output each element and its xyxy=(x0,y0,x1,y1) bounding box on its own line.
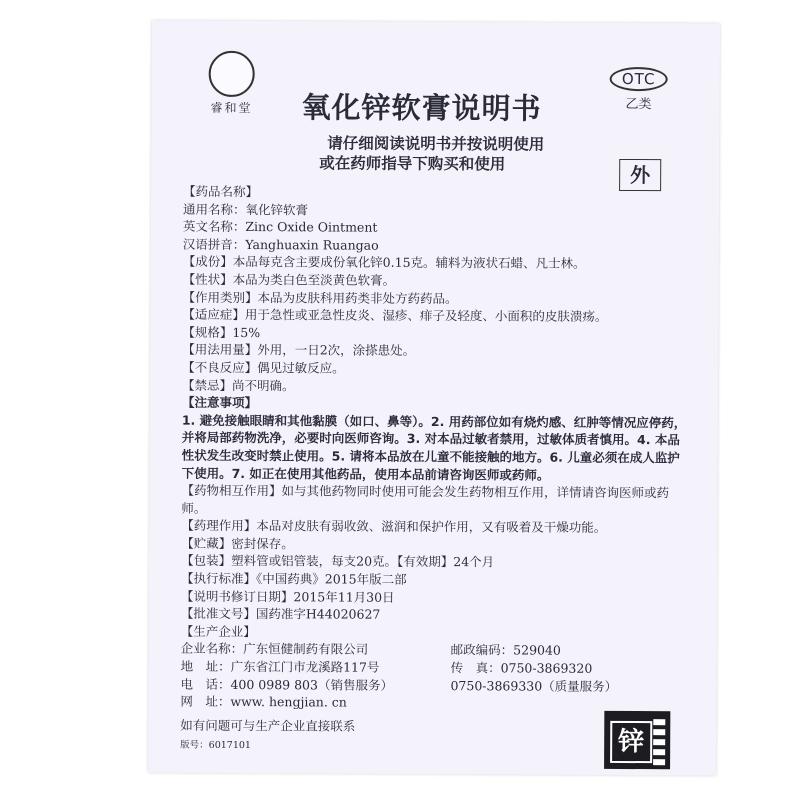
stripe-bars-icon xyxy=(653,719,665,769)
otc-badge xyxy=(607,67,671,112)
section-adverse-reactions: 【不良反应】偶见过敏反应。 xyxy=(182,359,345,376)
phone-sales: 电 话：400 0989 803（销售服务） xyxy=(180,676,394,693)
section-category: 【作用类别】本品为皮肤科用药类非处方药药品。 xyxy=(182,289,458,306)
pinyin-name: 汉语拼音：Yanghuaxin Ruangao xyxy=(182,236,379,253)
section-storage: 【贮藏】密封保存。 xyxy=(181,535,294,552)
address: 地 址：广东省江门市龙溪路117号 xyxy=(180,658,380,675)
leaflet-sheet xyxy=(148,21,720,776)
section-package: 【包装】塑料管或铝管装，每支20克。【有效期】24个月 xyxy=(181,553,495,570)
contact-note: 如有问题可与生产企业直接联系 xyxy=(180,717,356,734)
precautions-text: 1. 避免接触眼睛和其他黏膜（如口、鼻等）。2. 用药部位如有烧灼感、红肿等情况应停药，并将局部药物洗净，必要时向医师咨询。3. 对本品过敏者禁用，过敏体质者慎用。4. 本品性状发生改变时禁止使用。5. 请将本品放在儿童不能接触的地方。6. 儿童必须在成人监护下使用。7. 如正在使用其他药品，使用本品前请咨询医师或药师。 xyxy=(181,412,687,483)
english-name: 英文名称：Zinc Oxide Ointment xyxy=(182,218,378,235)
company-name: 企业名称：广东恒健制药有限公司 xyxy=(180,641,369,658)
section-revision-date: 【说明书修订日期】2015年11月30日 xyxy=(180,588,395,605)
section-dosage: 【用法用量】外用，一日2次，涂搽患处。 xyxy=(182,342,416,359)
external-use-mark: 外 xyxy=(619,159,661,191)
otc-class: 乙类 xyxy=(625,96,652,113)
website: 网 址：www. hengjian. cn xyxy=(180,693,347,710)
postcode: 邮政编码：529040 xyxy=(450,642,561,659)
section-specification: 【规格】15% xyxy=(182,324,261,340)
section-ingredients: 【成份】本品每克含主要成份氧化锌0.15克。辅料为液状石蜡、凡士林。 xyxy=(182,254,586,272)
instruction-line-1: 请仔细阅读说明书并按说明使用 xyxy=(327,134,545,154)
section-precautions-heading: 【注意事项】 xyxy=(181,394,258,411)
instruction-line-2: 或在药师指导下购买和使用 xyxy=(319,154,506,174)
section-standard: 【执行标准】《中国药典》2015年版二部 xyxy=(181,570,407,587)
section-approval-number: 【批准文号】国药准字H44020627 xyxy=(180,605,381,622)
section-interactions: 【药物相互作用】如与其他药物同时使用可能会发生药物相互作用，详情请咨询医师或药师。 xyxy=(181,482,670,516)
section-indications: 【适应症】用于急性或亚急性皮炎、湿疹、痱子及轻度、小面积的皮肤溃疡。 xyxy=(182,306,608,325)
section-appearance: 【性状】本品为类白色至淡黄色软膏。 xyxy=(182,271,396,288)
zinc-mark: 锌 xyxy=(610,721,652,763)
brand-name: 睿和堂 xyxy=(210,100,253,116)
phone-quality: 0750-3869330（质量服务） xyxy=(450,677,618,694)
otc-label: OTC xyxy=(610,67,668,91)
page-title: 氧化锌软膏说明书 xyxy=(301,90,542,126)
section-manufacturer: 【生产企业】 xyxy=(180,623,256,639)
zinc-color-block xyxy=(604,711,670,769)
section-contraindications: 【禁忌】尚不明确。 xyxy=(182,377,295,393)
doctor-portrait-icon xyxy=(209,51,255,97)
generic-name: 通用名称：氧化锌软膏 xyxy=(182,201,309,217)
leaflet-body xyxy=(180,183,693,713)
section-drug-name: 【药品名称】 xyxy=(183,183,259,200)
fax: 传 真：0750-3869320 xyxy=(450,660,593,676)
version-number: 版号：6017101 xyxy=(180,739,252,752)
brand-logo xyxy=(191,51,271,116)
section-pharmacology: 【药理作用】本品对皮肤有弱收敛、滋润和保护作用，又有吸着及干燥功能。 xyxy=(181,517,607,536)
